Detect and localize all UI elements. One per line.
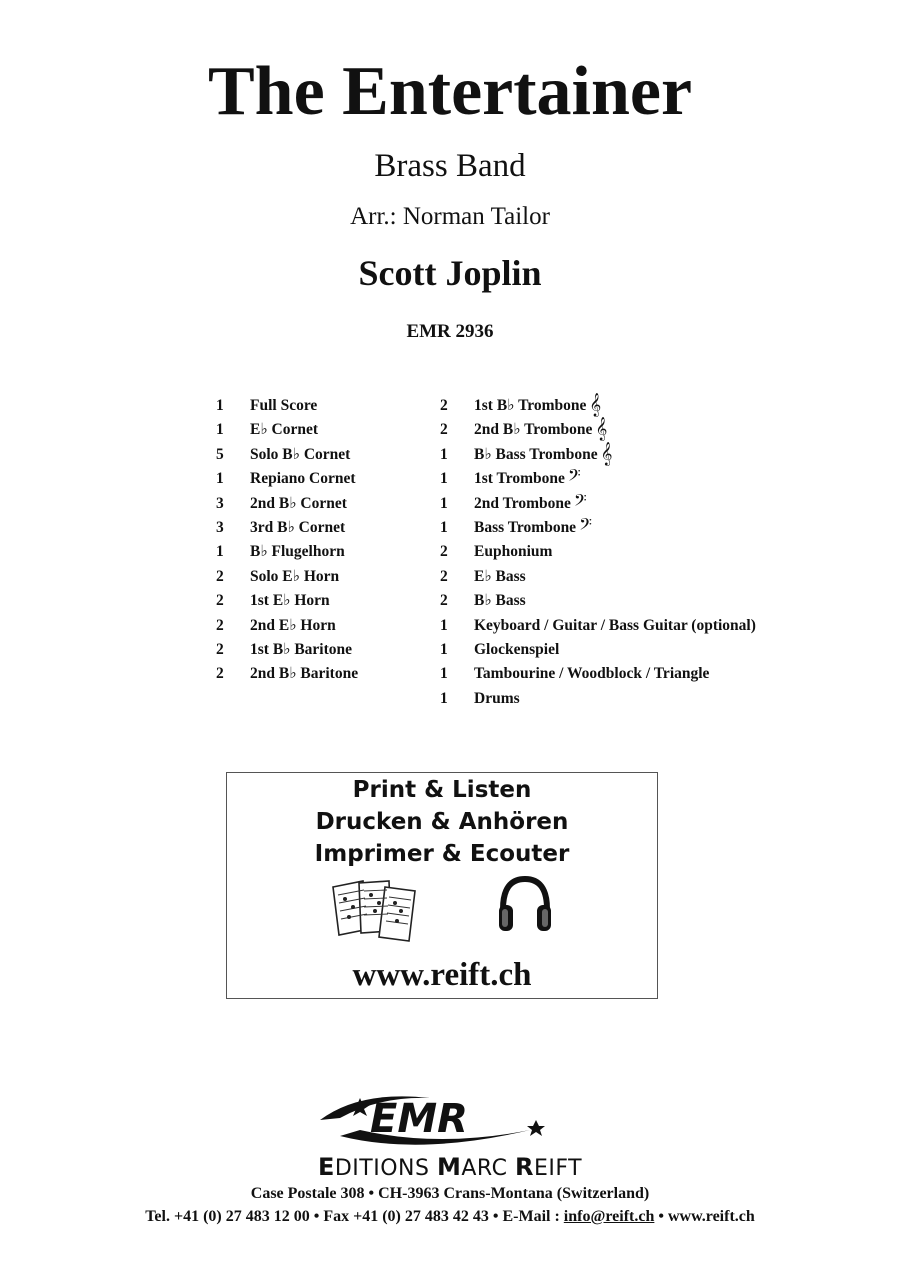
part-quantity: 1 <box>440 640 448 658</box>
part-row <box>440 513 756 540</box>
part-row <box>440 440 756 467</box>
print-listen-box <box>226 772 658 999</box>
part-quantity: 1 <box>216 470 224 488</box>
headphones-icon <box>493 873 557 937</box>
part-quantity: 2 <box>440 567 448 585</box>
publisher-text-1: DITIONS <box>334 1156 437 1181</box>
part-quantity: 1 <box>440 445 448 463</box>
part-row <box>216 540 358 564</box>
part-row <box>216 467 358 491</box>
part-name: Drums <box>474 689 520 707</box>
part-row <box>440 565 756 589</box>
part-name: 2nd B♭ Trombone <box>474 421 593 439</box>
part-row <box>440 540 756 564</box>
treble-clef-icon: 𝄞 <box>589 392 602 416</box>
part-quantity: 5 <box>216 445 224 463</box>
part-row <box>216 394 358 418</box>
email-link[interactable]: info@reift.ch <box>563 1208 655 1225</box>
part-name: Bass Trombone <box>474 518 577 536</box>
part-row <box>440 687 756 711</box>
part-row <box>440 418 756 442</box>
part-quantity: 1 <box>216 421 224 439</box>
publisher-initial-e: E <box>317 1153 335 1181</box>
bass-clef-icon: 𝄢 <box>573 489 587 514</box>
part-quantity: 2 <box>216 567 224 585</box>
part-row <box>216 565 358 589</box>
svg-text:EMR: EMR <box>370 1096 468 1142</box>
part-name: 3rd B♭ Cornet <box>250 518 346 536</box>
part-name: E♭ Bass <box>474 567 526 585</box>
part-name: Euphonium <box>474 543 553 561</box>
part-row <box>216 589 358 613</box>
part-name: Glockenspiel <box>474 640 560 658</box>
part-row <box>440 638 756 662</box>
part-row <box>216 418 358 442</box>
part-quantity: 2 <box>440 397 448 414</box>
part-row <box>216 614 358 638</box>
bass-clef-icon: 𝄢 <box>567 465 581 490</box>
publisher-name <box>0 1152 900 1184</box>
part-name: 1st B♭ Trombone <box>474 397 587 414</box>
part-quantity: 1 <box>440 665 448 683</box>
part-quantity: 1 <box>216 397 224 414</box>
part-name: Full Score <box>250 397 318 414</box>
promo-website-link[interactable]: www.reift.ch <box>352 957 532 993</box>
part-name: 2nd B♭ Baritone <box>250 665 359 683</box>
promo-line-de: Drucken & Anhören <box>315 809 569 835</box>
bass-clef-icon: 𝄢 <box>579 513 592 538</box>
part-quantity: 2 <box>440 421 448 439</box>
part-name: Repiano Cornet <box>250 470 356 488</box>
part-quantity: 2 <box>216 616 224 634</box>
parts-list-left <box>216 394 358 687</box>
part-name: Solo E♭ Horn <box>250 567 340 585</box>
contact-website[interactable]: • www.reift.ch <box>654 1208 755 1225</box>
promo-line-en: Print & Listen <box>352 777 532 803</box>
contact-phone-fax: Tel. +41 (0) 27 483 12 00 • Fax +41 (0) 27 483 42 43 • E-Mail : <box>145 1208 564 1225</box>
part-quantity: 3 <box>216 518 224 536</box>
part-quantity: 2 <box>440 592 448 610</box>
part-row <box>216 516 358 540</box>
part-quantity: 1 <box>440 689 448 707</box>
part-quantity: 2 <box>216 665 224 683</box>
part-quantity: 1 <box>440 470 448 488</box>
part-row <box>440 467 756 491</box>
publisher-text-3: EIFT <box>533 1156 583 1181</box>
part-row <box>440 394 756 418</box>
score-title: The Entertainer <box>207 53 693 130</box>
part-name: Solo B♭ Cornet <box>250 445 351 463</box>
part-quantity: 2 <box>440 543 448 561</box>
part-row <box>440 614 756 638</box>
publisher-address: Case Postale 308 • CH-3963 Crans-Montana (Switzerland) <box>250 1185 650 1202</box>
part-name: B♭ Flugelhorn <box>250 543 345 561</box>
part-quantity: 1 <box>440 518 448 536</box>
part-quantity: 3 <box>216 494 224 512</box>
part-row <box>440 489 756 516</box>
catalog-number: EMR 2936 <box>406 321 494 342</box>
treble-clef-icon: 𝄞 <box>600 440 613 465</box>
part-name: 2nd E♭ Horn <box>250 616 336 634</box>
arranger-credit: Arr.: Norman Tailor <box>350 203 550 230</box>
publisher-text-2: ARC <box>461 1156 515 1181</box>
part-quantity: 2 <box>216 592 224 610</box>
part-quantity: 1 <box>440 494 448 512</box>
part-quantity: 1 <box>440 616 448 634</box>
part-row <box>216 662 358 686</box>
part-name: B♭ Bass Trombone <box>474 445 598 463</box>
part-row <box>440 662 756 686</box>
part-name: 1st B♭ Baritone <box>250 640 353 658</box>
part-name: Tambourine / Woodblock / Triangle <box>474 665 710 683</box>
part-name: B♭ Bass <box>474 592 526 610</box>
treble-clef-icon: 𝄞 <box>595 416 608 441</box>
part-name: 2nd Trombone <box>474 494 571 512</box>
part-row <box>440 589 756 613</box>
part-name: 1st E♭ Horn <box>250 592 330 610</box>
part-name: Keyboard / Guitar / Bass Guitar (optional) <box>474 616 756 634</box>
part-row <box>216 443 358 467</box>
ensemble-subtitle: Brass Band <box>374 148 526 184</box>
composer-name: Scott Joplin <box>358 253 542 293</box>
part-name: 2nd B♭ Cornet <box>250 494 347 512</box>
part-quantity: 1 <box>216 543 224 561</box>
publisher-initial-m: M <box>436 1153 462 1181</box>
publisher-initial-r: R <box>514 1153 534 1181</box>
parts-list-right <box>440 394 756 711</box>
part-row <box>216 638 358 662</box>
emr-logo <box>300 1090 560 1150</box>
sheet-music-icon <box>329 877 423 947</box>
part-name: 1st Trombone <box>474 470 565 488</box>
publisher-contact <box>0 1207 900 1227</box>
part-row <box>216 492 358 516</box>
part-name: E♭ Cornet <box>250 421 319 439</box>
part-quantity: 2 <box>216 640 224 658</box>
promo-line-fr: Imprimer & Ecouter <box>314 841 570 867</box>
